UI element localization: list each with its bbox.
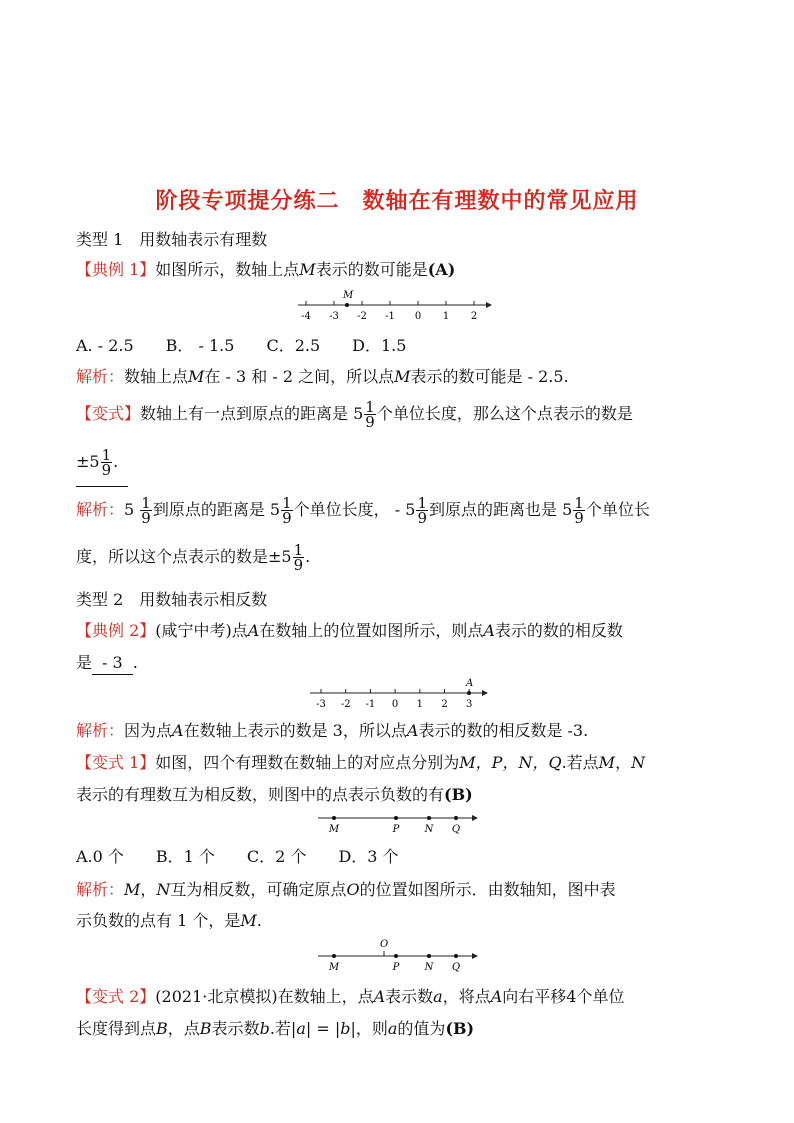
answer-underline bbox=[76, 486, 128, 487]
tick-label: -3 bbox=[316, 699, 326, 710]
answer-blank: - 3 bbox=[92, 652, 133, 675]
point-label: M bbox=[328, 824, 340, 835]
number-line-example1 bbox=[294, 286, 494, 324]
point-label: P bbox=[392, 962, 400, 973]
variant1-analysis-line2: 度，所以这个点表示的数是±5 $\frac{1}{9}$ . bbox=[76, 541, 311, 574]
variant2-question-line1: 【变式 1】如图，四个有理数在数轴上的对应点分别为M，P，N，Q.若点M，N bbox=[76, 753, 646, 772]
example1-answer: (A) bbox=[427, 260, 456, 279]
tick-label: 1 bbox=[442, 311, 450, 322]
page-title: 阶段专项提分练二 数轴在有理数中的常见应用 bbox=[155, 189, 639, 214]
point-m bbox=[332, 954, 336, 958]
point-q bbox=[454, 816, 458, 820]
variant1-analysis-line1: 解析：5 $\frac{1}{9}$ 到原点的距离是 5 $\frac{1}{9}$ 个单位长度， - 5 $\frac{1}{9}$ 到原点的距离也是 5 $\frac{1}{9}$ 个单位长 bbox=[76, 494, 650, 527]
variant1-answer: ±5 $\frac{1}{9}$ . bbox=[76, 446, 119, 479]
variant-tag: 【变式】 bbox=[76, 404, 141, 423]
tick-label: 0 bbox=[391, 699, 399, 710]
point-q bbox=[454, 954, 458, 958]
example2-analysis: 解析：因为点A在数轴上表示的数是 3，所以点A表示的数的相反数是 -3. bbox=[76, 721, 589, 740]
example1-question: 【典例 1】如图所示，数轴上点M表示的数可能是(A) bbox=[76, 260, 456, 279]
analysis-tag: 解析： bbox=[76, 367, 125, 386]
tick-label: 1 bbox=[416, 699, 423, 710]
point-p bbox=[394, 954, 398, 958]
point-m bbox=[345, 303, 349, 307]
number-line-variant1 bbox=[314, 810, 480, 836]
point-a bbox=[467, 691, 471, 695]
point-label: M bbox=[328, 962, 340, 973]
type2-heading: 类型 2 用数轴表示相反数 bbox=[76, 590, 268, 609]
point-label: N bbox=[424, 824, 434, 835]
variant2-analysis-line2: 示负数的点有 1 个，是M. bbox=[76, 911, 262, 930]
point-m-label: M bbox=[343, 290, 354, 301]
example1-tag: 【典例 1】 bbox=[76, 260, 156, 279]
variant3-question-line2: 长度得到点B，点B表示数b.若|a| = |b|，则a的值为(B) bbox=[76, 1019, 475, 1038]
axis-points bbox=[328, 816, 460, 835]
tick-label: -1 bbox=[385, 311, 395, 322]
tick-label: 3 bbox=[466, 699, 473, 710]
variant1-question: 【变式】数轴上有一点到原点的距离是 5 $\frac{1}{9}$ 个单位长度，那么这个点表示的数是 bbox=[76, 398, 633, 431]
axis-arrow bbox=[486, 302, 492, 308]
tick-label: -4 bbox=[301, 311, 311, 322]
tick-label: -3 bbox=[329, 311, 339, 322]
variant2-options: A.0 个 B．1 个 C．2 个 D．3 个 bbox=[76, 847, 399, 866]
tick-label: -2 bbox=[357, 311, 367, 322]
variant2-question-line2: 表示的有理数互为相反数，则图中的点表示负数的有(B) bbox=[76, 785, 473, 804]
point-label: Q bbox=[451, 824, 461, 835]
point-n bbox=[427, 954, 431, 958]
tick-label: -1 bbox=[365, 699, 376, 710]
point-m bbox=[332, 816, 336, 820]
example1-options: A. - 2.5 B． - 1.5 C．2.5 D．1.5 bbox=[76, 336, 407, 355]
type1-heading: 类型 1 用数轴表示有理数 bbox=[76, 230, 268, 249]
axis-ticks bbox=[316, 689, 472, 710]
variant2-analysis-line1: 解析：M，N互为相反数，可确定原点O的位置如图所示．由数轴知，图中表 bbox=[76, 880, 616, 899]
example2-question-line1: 【典例 2】(咸宁中考)点A在数轴上的位置如图所示，则点A表示的数的相反数 bbox=[76, 621, 623, 640]
number-line-variant1-analysis bbox=[314, 936, 480, 976]
origin-label: O bbox=[380, 939, 389, 950]
point-label: N bbox=[424, 962, 434, 973]
fraction: $\frac{1}{9}$ bbox=[365, 398, 375, 431]
axis-ticks bbox=[301, 301, 477, 322]
point-a-label: A bbox=[466, 678, 474, 689]
axis-points bbox=[328, 954, 460, 973]
example1-analysis: 解析：数轴上点M在 - 3 和 - 2 之间，所以点M表示的数可能是 - 2.5. bbox=[76, 367, 569, 386]
example2-question-line2: 是 - 3 . bbox=[76, 652, 138, 675]
tick-label: 2 bbox=[441, 699, 448, 710]
tick-label: -2 bbox=[340, 699, 351, 710]
point-label: Q bbox=[451, 962, 461, 973]
number-line-example2 bbox=[306, 676, 490, 710]
point-label: P bbox=[392, 824, 400, 835]
point-n bbox=[427, 816, 431, 820]
tick-label: 0 bbox=[414, 311, 422, 322]
tick-label: 2 bbox=[470, 311, 478, 322]
point-p bbox=[394, 816, 398, 820]
variant3-question-line1: 【变式 2】(2021·北京模拟)在数轴上，点A表示数a，将点A向右平移4个单位 bbox=[76, 987, 625, 1006]
